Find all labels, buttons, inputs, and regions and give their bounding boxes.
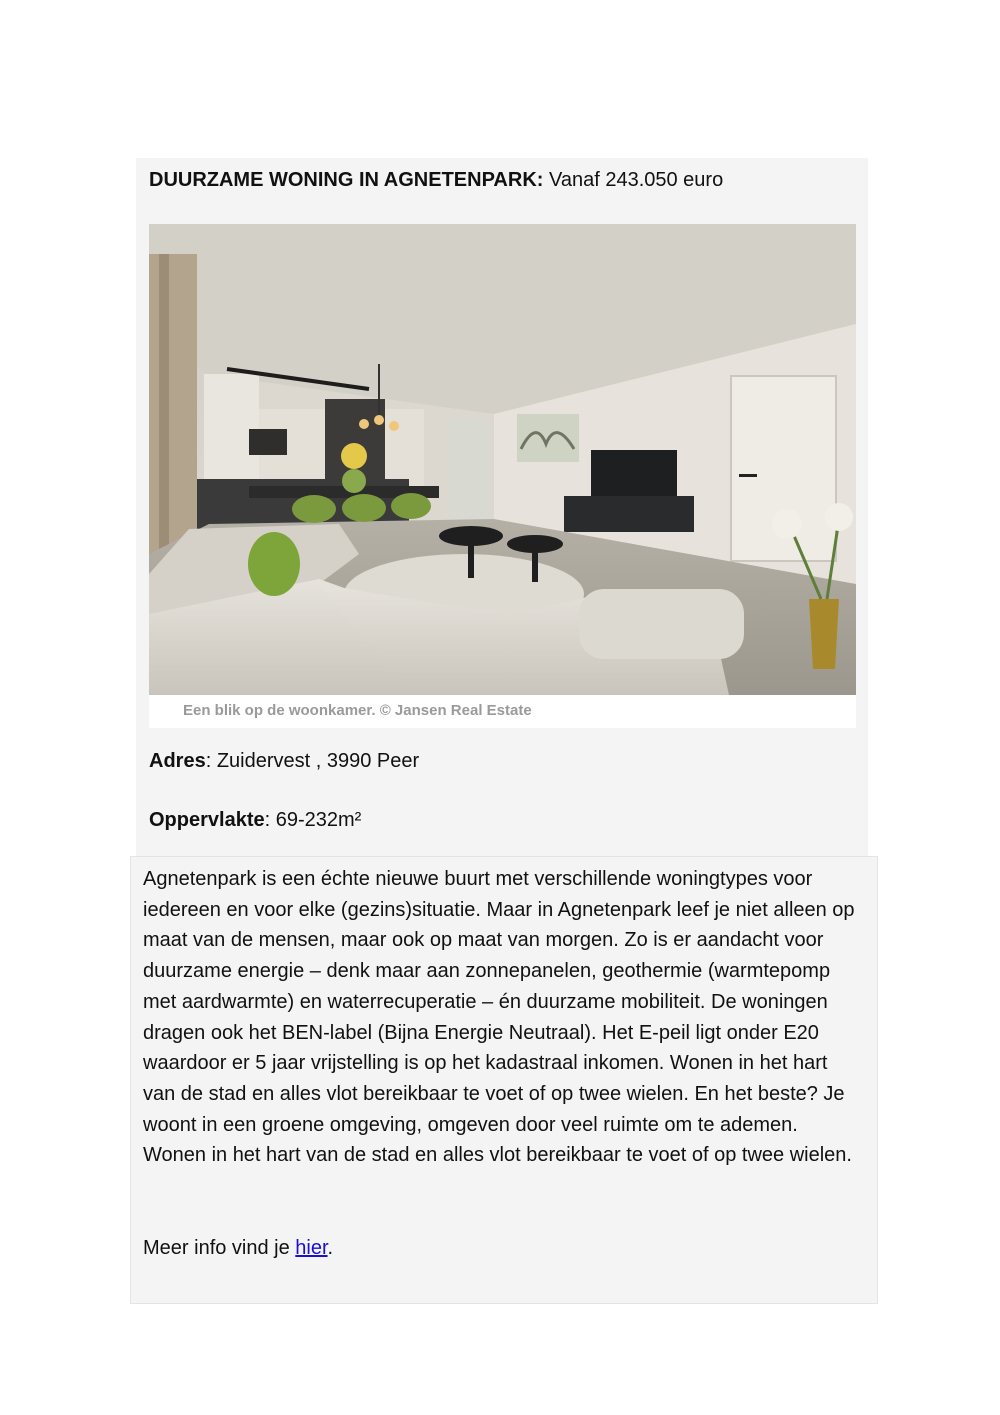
area-value: : 69-232m² xyxy=(264,809,362,831)
area-line xyxy=(149,806,361,834)
area-label: Oppervlakte xyxy=(149,809,265,831)
address-label: Adres xyxy=(149,750,206,772)
headline-title: DUURZAME WONING IN AGNETENPARK: xyxy=(149,169,544,191)
living-room-photo xyxy=(149,224,856,695)
more-info-line xyxy=(143,1233,333,1263)
address-value: : Zuidervest , 3990 Peer xyxy=(205,750,420,772)
description-paragraph: Agnetenpark is een échte nieuwe buurt met verschillende woningtypes voor iedereen en voor elke (gezins)situatie. Maar in Agnetenpark leef je niet alleen op maat van de mensen, maar ook op maat van morgen. Zo is er aandacht voor duurzame energie – denk maar aan zonnepanelen, geothermie (warmtepomp met aardwarmte) en waterrecuperatie – én duurzame mobiliteit. De woningen dragen ook het BEN-label (Bijna Energie Neutraal). Het E-peil ligt onder E20 waardoor er 5 jaar vrijstelling is op het kadastraal inkomen. Wonen in het hart van de stad en alles vlot bereikbaar te voet of op twee wielen. En het beste? Je woont in een groene omgeving, omgeven door veel ruimte om te ademen. Wonen in het hart van de stad en alles vlot bereikbaar te voet of op twee wielen. xyxy=(143,868,855,1167)
more-info-suffix: . xyxy=(327,1237,334,1259)
more-info-prefix: Meer info vind je xyxy=(143,1237,296,1259)
photo-figure xyxy=(149,224,856,728)
description xyxy=(143,864,863,1171)
more-info-link[interactable]: hier xyxy=(295,1237,328,1259)
photo-caption: Een blik op de woonkamer. © Jansen Real Estate xyxy=(183,702,532,719)
listing-headline xyxy=(149,166,723,194)
headline-price: Vanaf 243.050 euro xyxy=(543,169,724,191)
address-line xyxy=(149,747,419,775)
